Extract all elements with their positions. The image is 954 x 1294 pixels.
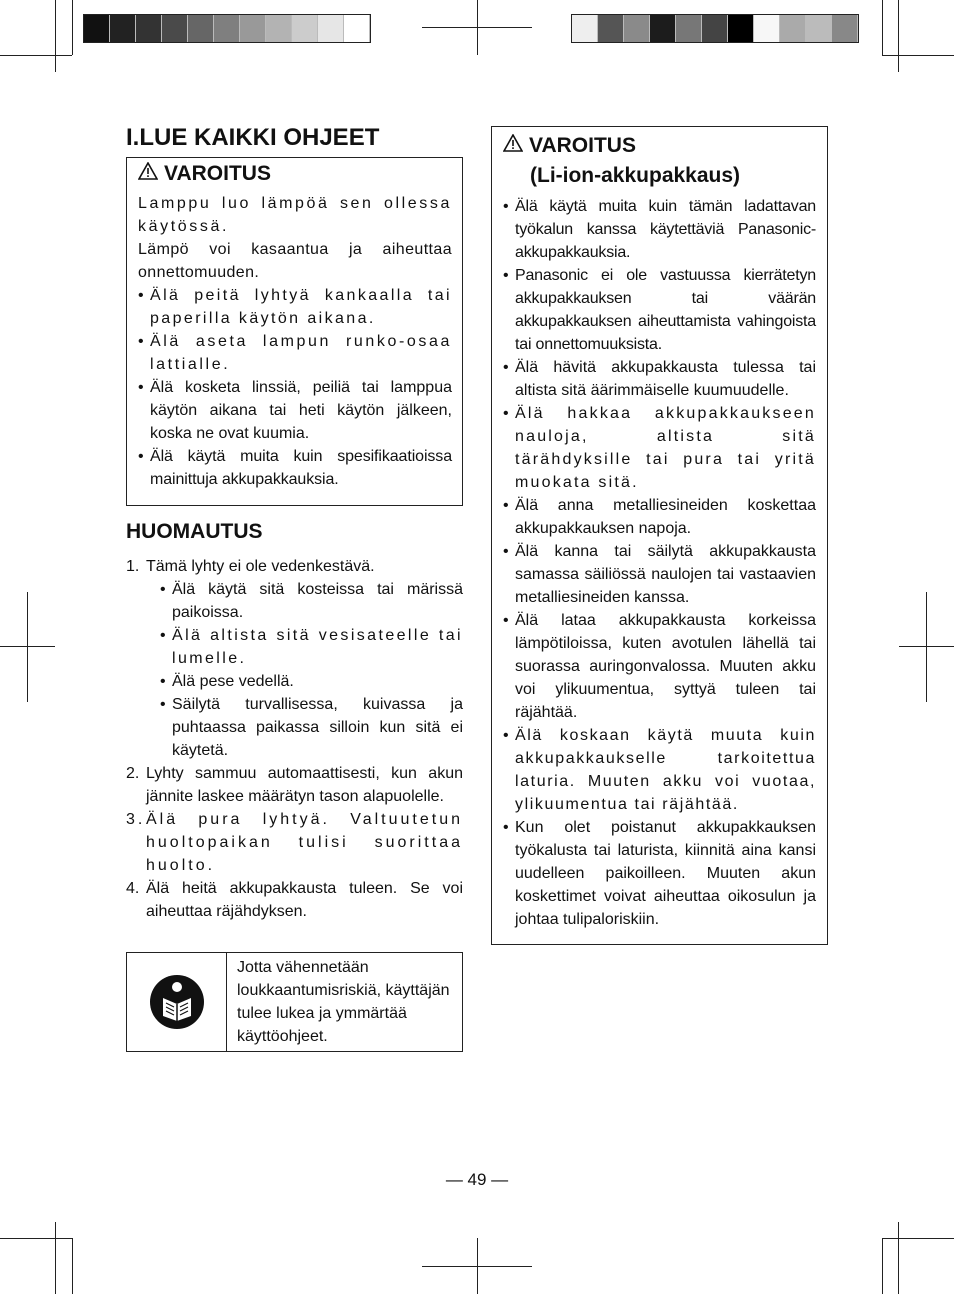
grayscale-swatch-bar-left (83, 14, 371, 43)
color-swatch (676, 15, 702, 42)
warning-triangle-icon (503, 131, 523, 161)
list-item: • Älä hakkaa akkupakkaukseen nauloja, altista sitä tärähdyksille tai pura tai yritä muokata sitä. (503, 402, 816, 494)
warning-heading-text: VAROITUS (529, 134, 636, 157)
color-swatch (832, 15, 858, 42)
color-swatch (110, 15, 136, 42)
color-swatch (754, 15, 780, 42)
list-item: • Älä koskaan käytä muuta kuin akkupakkaukselle tarkoitettua laturia. Muuten akku voi vuotaa, ylikuumentua tai räjähtää. (503, 724, 816, 816)
warning-heading (503, 131, 816, 161)
list-item: • Panasonic ei ole vastuussa kierrätetyn akkupakkauksen tai väärän akkupakkauksen aiheuttamista vahingoista tai onnettomuuksista. (503, 264, 816, 356)
list-item: • Kun olet poistanut akkupakkauksen työkalusta tai laturista, kiinnitä aina kansi uudelleen paikoilleen. Muuten akun koskettimet voivat aiheuttaa oikosulun ja johtaa tulipaloriskiin. (503, 816, 816, 931)
color-swatch (702, 15, 728, 42)
color-swatch (344, 15, 370, 42)
page-number: — 49 — (445, 1170, 509, 1189)
color-swatch (240, 15, 266, 42)
list-item: • Älä lataa akkupakkausta korkeissa lämpötiloissa, kuten avotulen lähellä tai suorassa auringonvalossa. Muuten akku voi ylikuumentua, syttyä tuleen tai räjähtää. (503, 609, 816, 724)
color-swatch (728, 15, 754, 42)
list-item: 2. Lyhty sammuu automaattisesti, kun akun jännite laskee määrätyn tason alapuolelle. (126, 765, 463, 805)
color-swatch (266, 15, 292, 42)
list-item: • Älä hävitä akkupakkausta tulessa tai altista sitä äärimmäiselle kuumuudelle. (503, 356, 816, 402)
warning-paragraph: Lämpö voi kasaantua ja aiheuttaa onnettomuuden. (138, 241, 452, 281)
list-item: • Älä käytä sitä kosteissa tai märissä paikoissa. (160, 578, 463, 624)
color-swatch (650, 15, 676, 42)
list-item: • Älä altista sitä vesisateelle tai lumelle. (160, 624, 463, 670)
page-title: I.LUE KAIKKI OHJEET (126, 124, 380, 151)
warning-box-battery (491, 126, 828, 945)
list-item: • Älä käytä muita kuin tämän ladattavan työkalun kanssa käytettäviä Panasonic-akkupakkauksia. (503, 195, 816, 264)
color-swatch (136, 15, 162, 42)
warning-paragraph: Lamppu luo lämpöä sen ollessa käytössä. (138, 195, 452, 235)
warning-subheading: (Li-ion-akkupakkaus) (530, 164, 741, 187)
color-swatch (84, 15, 110, 42)
color-swatch (806, 15, 832, 42)
color-swatch (292, 15, 318, 42)
list-item: • Älä käytä muita kuin spesifikaatioissa mainittuja akkupakkauksia. (138, 445, 452, 491)
warning-heading (138, 162, 452, 186)
color-swatch (318, 15, 344, 42)
color-swatch (624, 15, 650, 42)
manual-notice-text: Jotta vähennetään loukkaantumisriskiä, käyttäjän tulee lukea ja ymmärtää käyttöohjeet. (237, 959, 450, 1045)
list-item: 4. Älä heitä akkupakkausta tuleen. Se voi aiheuttaa räjähdyksen. (126, 880, 463, 920)
color-swatch (214, 15, 240, 42)
list-item: • Älä anna metalliesineiden koskettaa akkupakkauksen napoja. (503, 494, 816, 540)
list-item: • Älä pese vedellä. (160, 670, 463, 693)
read-manual-icon (127, 953, 227, 1051)
grayscale-swatch-bar-right (571, 14, 859, 43)
list-item: • Säilytä turvallisessa, kuivassa ja puhtaassa paikassa silloin kun sitä ei käytetä. (160, 693, 463, 762)
warning-box-lamp (126, 157, 463, 506)
warning-triangle-icon (138, 162, 158, 186)
warning-heading-text: VAROITUS (164, 162, 271, 185)
list-item: 1. Tämä lyhty ei ole vedenkestävä. • Älä käytä sitä kosteissa tai märissä paikoissa. • Älä altista sitä vesisateelle tai lumelle. • Älä pese vedellä. • Säilytä turvallisessa, kuivassa ja puhtaassa paikassa silloin kun sitä ei käytetä. (126, 555, 463, 762)
list-item: • Älä kosketa linssiä, peiliä tai lamppua käytön aikana tai heti käytön jälkeen, koska ne ovat kuumia. (138, 376, 452, 445)
list-item: • Älä peitä lyhtyä kankaalla tai paperilla käytön aikana. (138, 284, 452, 330)
list-item: • Älä aseta lampun runko-osaa lattialle. (138, 330, 452, 376)
note-list (126, 555, 463, 923)
color-swatch (188, 15, 214, 42)
color-swatch (598, 15, 624, 42)
list-item: 3. Älä pura lyhtyä. Valtuutetun huoltopaikan tulisi suorittaa huolto. (126, 811, 463, 874)
color-swatch (162, 15, 188, 42)
note-heading: HUOMAUTUS (126, 520, 263, 543)
list-item: • Älä kanna tai säilytä akkupakkausta samassa säiliössä naulojen tai vastaavien metalliesineiden kanssa. (503, 540, 816, 609)
manual-notice-box (126, 952, 463, 1052)
color-swatch (572, 15, 598, 42)
color-swatch (780, 15, 806, 42)
